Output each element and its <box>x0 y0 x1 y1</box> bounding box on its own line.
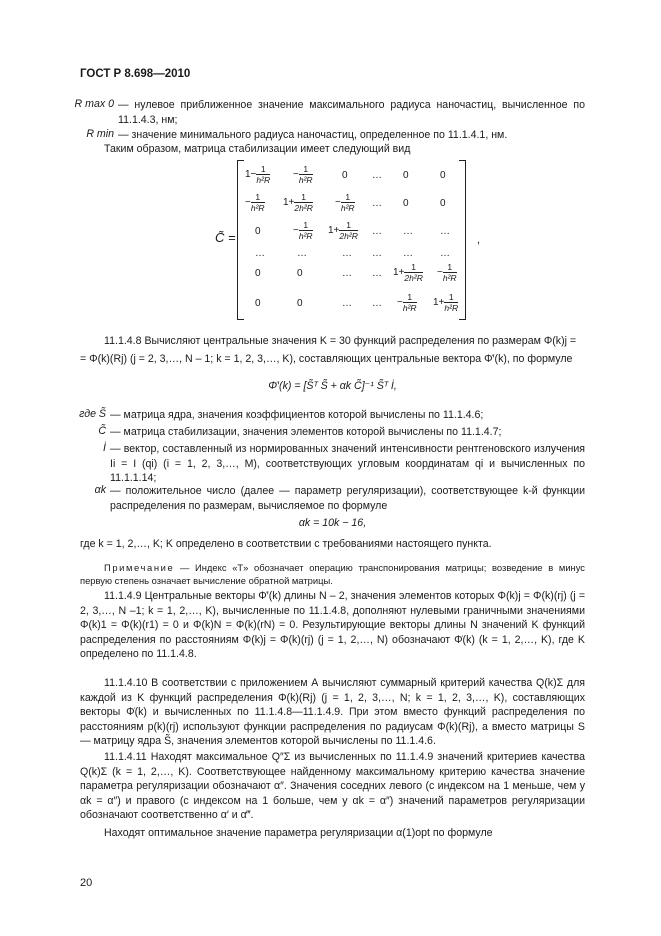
matrix-cell: − $\frac{1}{\text{h²R}}$ <box>335 192 355 213</box>
matrix-cell: 0 <box>297 268 303 279</box>
matrix-cell: 1+ $\frac{1}{\text{2h²R}}$ <box>328 220 358 241</box>
matrix-cell: 0 <box>440 198 446 209</box>
document-header: ГОСТ Р 8.698—2010 <box>80 68 191 80</box>
matrix-cell: 0 <box>440 170 446 181</box>
para-11-1-4-8-line1: 11.1.4.8 Вычисляют центральные значения K = 30 функций распределения по размерам Φ(k)j = <box>104 335 577 347</box>
def-text: — матрица стабилизации, значения элементов которой вычислены по 11.1.4.7; <box>110 426 502 438</box>
matrix-cell: … <box>372 170 382 181</box>
para-11-1-4-8-line2: = Φ(k)(Rj) (j = 2, 3,…, N – 1; k = 1, 2, 3,…, K), составляющих центральные вектора Φ̇′(k), по формуле <box>80 353 573 365</box>
matrix-cell: … <box>372 298 382 309</box>
matrix-intro: Таким образом, матрица стабилизации имеет следующий вид <box>104 143 411 155</box>
formula-alpha: αk = 10k − 16, <box>298 517 367 529</box>
matrix-cell: 0 <box>255 298 261 309</box>
matrix-cell: … <box>342 298 352 309</box>
def-term: R min <box>86 128 114 140</box>
def-term: R max 0 <box>74 98 114 110</box>
def-text: — вектор, составленный из нормированных значений интенсивности рентгеновского излучения Ii = I (qi) (i = 1, 2, 3,…, M), соответствующих угловым координатам qi и вычисленных по 11.1.1.14; <box>110 443 585 485</box>
matrix-cell: 0 <box>342 170 348 181</box>
matrix-cell: … <box>372 248 382 259</box>
matrix-cell: − $\frac{1}{\text{h²R}}$ <box>437 262 457 283</box>
matrix-cell: … <box>342 268 352 279</box>
matrix-label: C̃ = <box>215 230 236 245</box>
matrix-cell: … <box>342 248 352 259</box>
stabilization-matrix <box>215 160 505 320</box>
matrix-cell: 1+ $\frac{1}{\text{2h²R}}$ <box>393 262 423 283</box>
matrix-cell: − $\frac{1}{\text{h²R}}$ <box>293 164 313 185</box>
note <box>80 561 585 587</box>
matrix-cell: − $\frac{1}{\text{h²R}}$ <box>293 220 313 241</box>
matrix-cell: … <box>372 226 382 237</box>
matrix-cell: 0 <box>403 198 409 209</box>
matrix-cell: − $\frac{1}{\text{h²R}}$ <box>245 192 265 213</box>
matrix-cell: 0 <box>297 298 303 309</box>
matrix-cell: 0 <box>403 170 409 181</box>
page-number: 20 <box>80 877 93 889</box>
def-term: İ <box>103 442 106 454</box>
note-text: — Индекс «T» обозначает операцию транспонирования матрицы; возведение в минус первую степень означает вычисление обратной матрицы. <box>80 562 585 586</box>
where-k: где k = 1, 2,…, K; K определено в соответствии с требованиями настоящего пункта. <box>80 538 492 550</box>
def-text: — нулевое приближенное значение максимального радиуса наночастиц, вычисленное по 11.1.4.3, нм; <box>118 99 585 126</box>
matrix-cell: … <box>440 248 450 259</box>
matrix-cell: 1+ $\frac{1}{\text{h²R}}$ <box>433 292 459 313</box>
matrix-right-bracket <box>459 160 466 320</box>
def-text: — положительное число (далее — параметр регуляризации), соответствующее k-й функции распределения по размерам, вычисляемое по формуле <box>110 485 585 512</box>
matrix-cell: … <box>255 248 265 259</box>
def-term: где S̃ <box>79 408 106 420</box>
def-text: — матрица ядра, значения коэффициентов которой вычислены по 11.1.4.6; <box>110 409 484 421</box>
para-11-1-4-9: 11.1.4.9 Центральные векторы Φ̇′(k) длины N – 2, значения элементов которых Φ(k)j = Φ(k)(rj) (j = 2, 3,…, N –1; k = 1, 2,…, K), вычисленные по 11.1.4.8, дополняют нулевыми граничными значениями Φ(k)1 = Φ(k)(r1) = 0 и Φ(k)N = Φ(k)(rN) = 0. Результирующие векторы длины N значений K функций распределения по расстояниям Φ(k)j = Φ(k)(rj) (j = 1, 2,…, N) обозначают Φ̇(k) (k = 1, 2,…, K), где K определено по 11.1.4.8. <box>80 590 585 661</box>
matrix-left-bracket <box>237 160 244 320</box>
matrix-cell: 0 <box>255 226 261 237</box>
matrix-cell: … <box>403 226 413 237</box>
para-optimal-alpha: Находят оптимальное значение параметра регуляризации α(1)opt по формуле <box>104 827 493 839</box>
matrix-trailing-comma: , <box>477 234 481 246</box>
def-term: αk <box>94 484 106 496</box>
matrix-cell: … <box>372 268 382 279</box>
matrix-cell: 1+ $\frac{1}{\text{2h²R}}$ <box>283 192 313 213</box>
matrix-cell: … <box>440 226 450 237</box>
def-text: — значение минимального радиуса наночастиц, определенное по 11.1.4.1, нм. <box>118 129 508 141</box>
matrix-cell: … <box>372 198 382 209</box>
matrix-cell: − $\frac{1}{\text{h²R}}$ <box>397 292 417 313</box>
para-11-1-4-10: 11.1.4.10 В соответствии с приложением А вычисляют суммарный критерий качества Q(k)Σ для каждой из K функций распределения Φ(k)(Rj) (j = 1, 2, 3,…, N; k = 1, 2, 3,…, K), составляющих векторы Φ̇(k) и вычисленных по 11.1.4.8—11.1.4.9. При этом вместо функций распределения по расстояниям p(k)(rj) используют функции распределения по радиусам Φ(k)(Rj), а вместо матрицы S — матрицу ядра S̃, значения элементов которой вычислены по 11.1.4.6. <box>80 677 585 748</box>
matrix-cell: 0 <box>255 268 261 279</box>
formula-phi: Φ̇′(k) = [S̃ᵀ S̃ + αk C̃]⁻¹ S̃ᵀ İ, <box>268 380 397 392</box>
note-label: Примечание <box>104 562 175 573</box>
matrix-cell: … <box>297 248 307 259</box>
para-11-1-4-11: 11.1.4.11 Находят максимальное Q″Σ из вычисленных по 11.1.4.9 значений критериев качества Q(k)Σ (k = 1, 2,…, K). Соответствующее найденному максимальному критерию качества значение параметра регуляризации обозначают α″. Значения соседних левого (с индексом на 1 меньше, чем у αk = α″) и правого (с индексом на 1 больше, чем у αk = α″) значений параметров регуляризации обозначают соответственно α′ и α‴. <box>80 751 585 822</box>
def-term: C̃ <box>98 425 106 437</box>
matrix-cell: … <box>403 248 413 259</box>
matrix-cell: 1− $\frac{1}{\text{h²R}}$ <box>245 164 271 185</box>
